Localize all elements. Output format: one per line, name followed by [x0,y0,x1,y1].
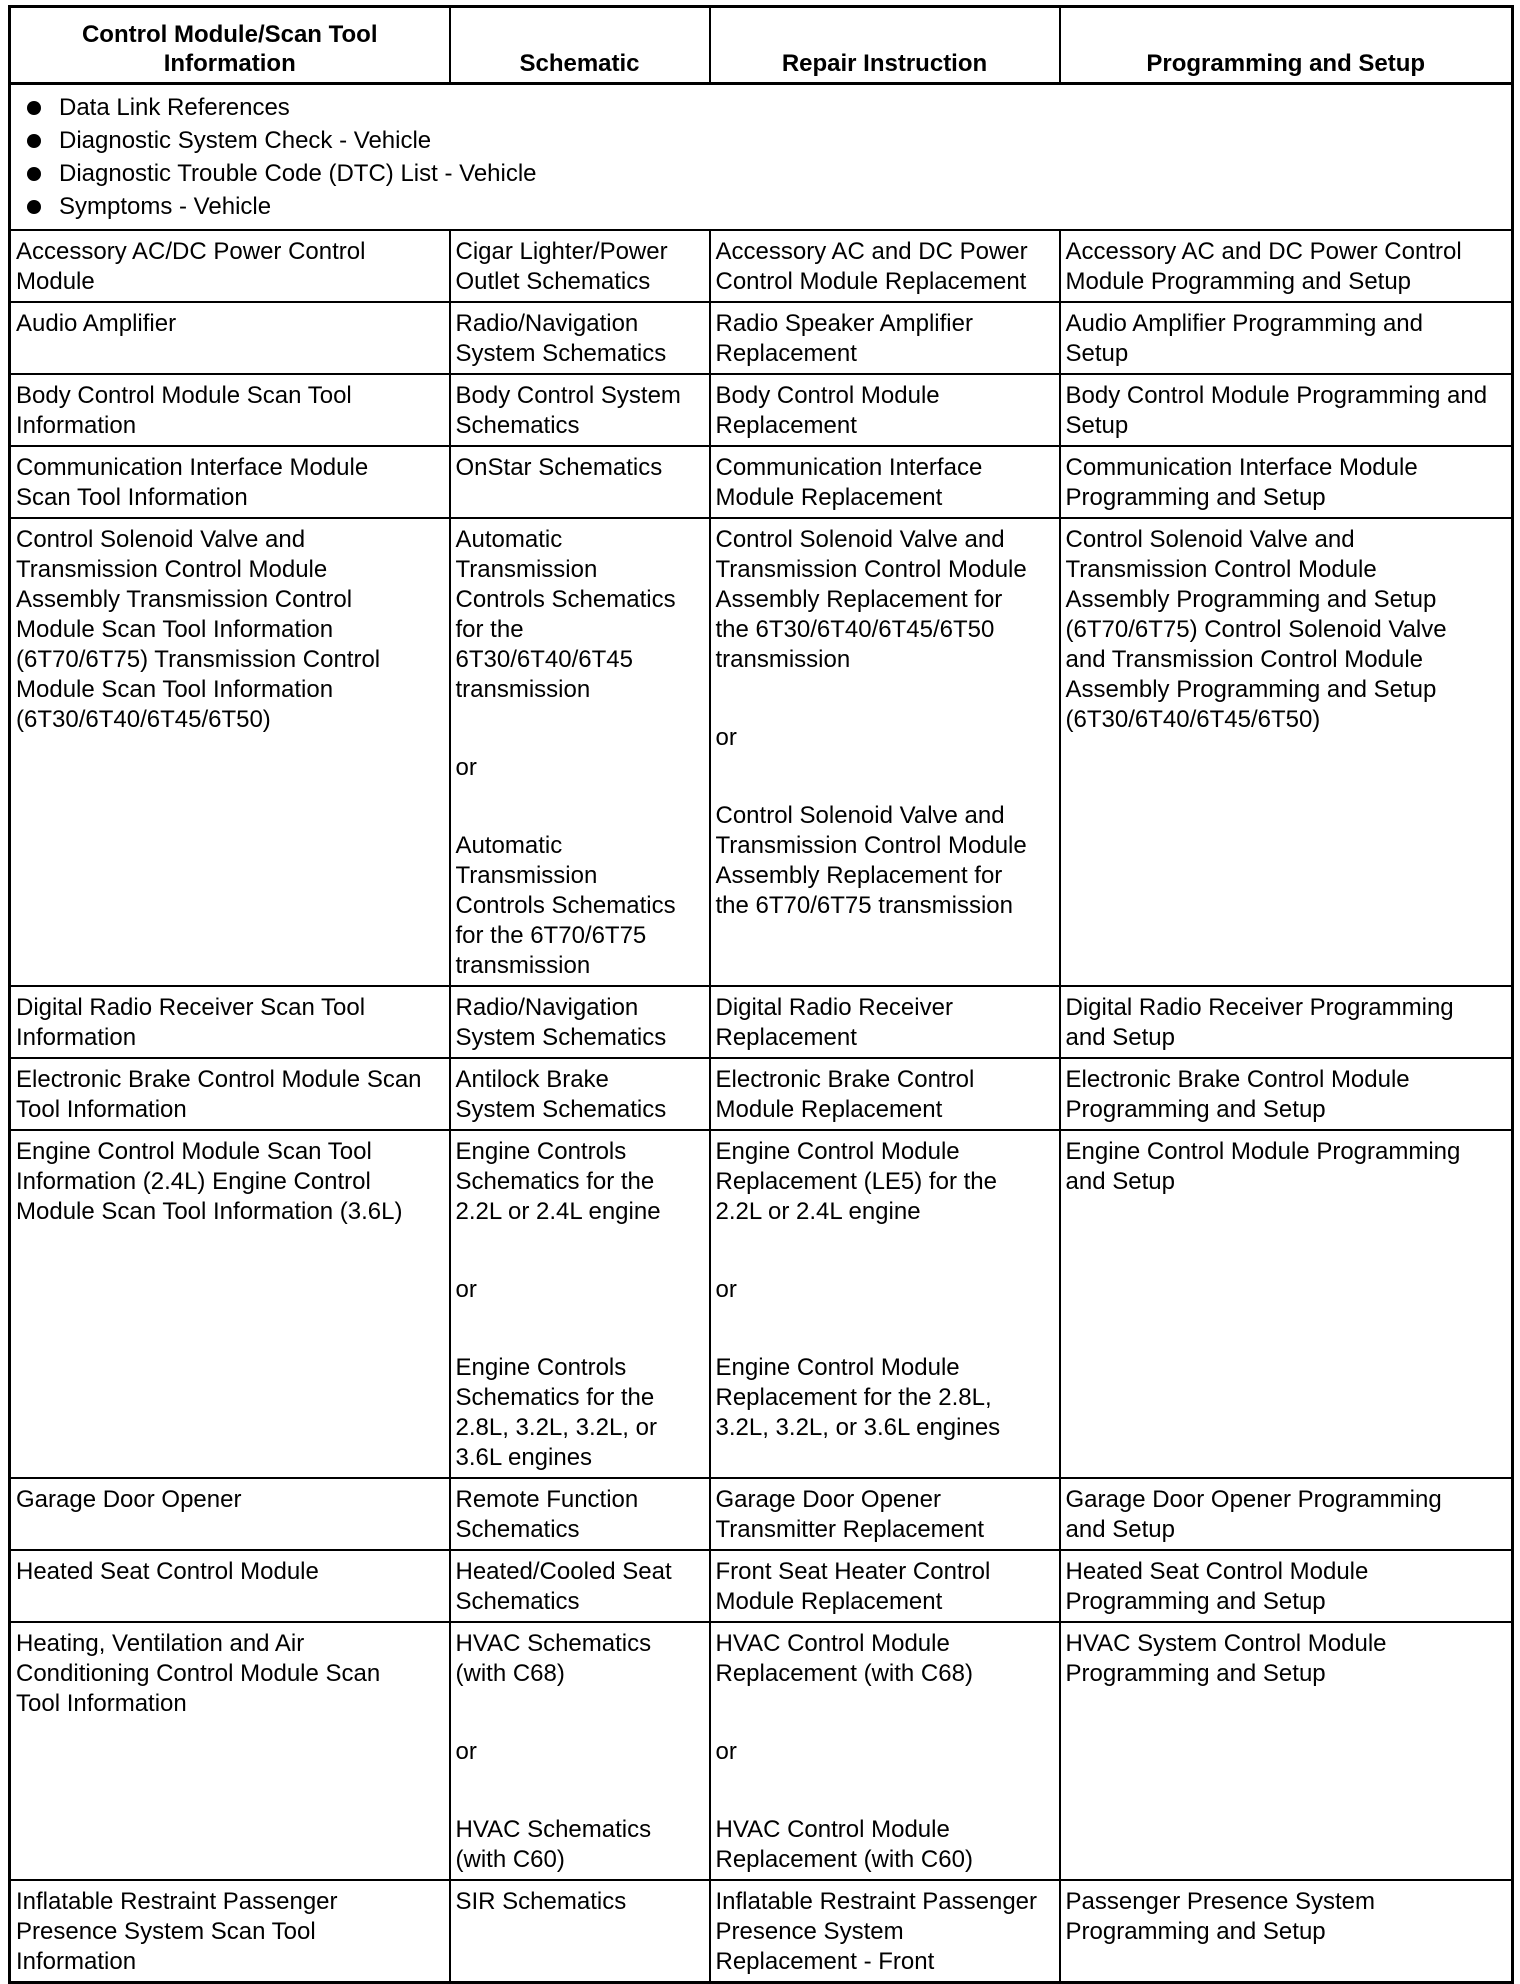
cell-repair[interactable]: Control Solenoid Valve and Transmission Control Module Assembly Replacement for the 6T30/6T40/6T45/6T50 transmission or Control Solenoid Valve and Transmission Control Module Assembly Replacement for the 6T70/6T75 transmission [710,518,1060,986]
cell-module[interactable]: Audio Amplifier [10,302,450,374]
cell-module[interactable]: Heating, Ventilation and Air Conditioning Control Module Scan Tool Information [10,1622,450,1880]
header-row [10,7,1513,84]
spacer [456,1791,705,1815]
list-item[interactable]: Symptoms - Vehicle [27,190,1511,223]
cell-repair[interactable]: Front Seat Heater Control Module Replacement [710,1550,1060,1622]
cell-repair[interactable]: HVAC Control Module Replacement (with C68) or HVAC Control Module Replacement (with C60) [710,1622,1060,1880]
bullet-icon [27,200,41,214]
table-row [10,446,1513,518]
reference-table [8,5,1514,1984]
spacer [456,729,705,753]
spacer [716,777,1055,801]
cell-schematic[interactable]: HVAC Schematics (with C68) or HVAC Schematics (with C60) [450,1622,710,1880]
cell-schematic[interactable]: Heated/Cooled Seat Schematics [450,1550,710,1622]
cell-module[interactable]: Control Solenoid Valve and Transmission Control Module Assembly Transmission Control Module Scan Tool Information (6T70/6T75) Transmission Control Module Scan Tool Information (6T30/6T40/6T45/6T50) [10,518,450,986]
header-programming: Programming and Setup [1060,7,1513,84]
cell-schematic[interactable]: Engine Controls Schematics for the 2.2L or 2.4L engine or Engine Controls Schematics for the 2.8L, 3.2L, 3.2L, or 3.6L engines [450,1130,710,1478]
spacer [456,1713,705,1737]
spacer [456,705,705,729]
spacer [716,753,1055,777]
cell-programming[interactable]: Garage Door Opener Programming and Setup [1060,1478,1513,1550]
spacer [716,699,1055,723]
cell-schematic[interactable]: Cigar Lighter/Power Outlet Schematics [450,230,710,302]
spacer [456,1329,705,1353]
cell-programming[interactable]: Electronic Brake Control Module Programming and Setup [1060,1058,1513,1130]
spacer [456,1251,705,1275]
bullet-icon [27,167,41,181]
cell-repair[interactable]: Accessory AC and DC Power Control Module Replacement [710,230,1060,302]
cell-repair[interactable]: Digital Radio Receiver Replacement [710,986,1060,1058]
cell-repair[interactable]: Body Control Module Replacement [710,374,1060,446]
list-item[interactable]: Diagnostic System Check - Vehicle [27,124,1511,157]
table-row [10,1622,1513,1880]
spacer [716,1251,1055,1275]
table-row [10,518,1513,986]
cell-module[interactable]: Garage Door Opener [10,1478,450,1550]
cell-repair[interactable]: Electronic Brake Control Module Replacement [710,1058,1060,1130]
cell-repair[interactable]: Garage Door Opener Transmitter Replacement [710,1478,1060,1550]
table-row [10,230,1513,302]
cell-module[interactable]: Body Control Module Scan Tool Information [10,374,450,446]
cell-programming[interactable]: Accessory AC and DC Power Control Module Programming and Setup [1060,230,1513,302]
cell-repair[interactable]: Engine Control Module Replacement (LE5) for the 2.2L or 2.4L engine or Engine Control Module Replacement for the 2.8L, 3.2L, 3.2L, or 3.6L engines [710,1130,1060,1478]
cell-module[interactable]: Inflatable Restraint Passenger Presence System Scan Tool Information [10,1880,450,1983]
bullet-icon [27,101,41,115]
table-row [10,1880,1513,1983]
general-links-row [10,84,1513,231]
table-row [10,1478,1513,1550]
cell-schematic[interactable]: SIR Schematics [450,1880,710,1983]
spacer [456,807,705,831]
spacer [716,1305,1055,1329]
cell-schematic[interactable]: Automatic Transmission Controls Schematics for the 6T30/6T40/6T45 transmission or Automatic Transmission Controls Schematics for the 6T70/6T75 transmission [450,518,710,986]
spacer [716,1767,1055,1791]
cell-repair[interactable]: Communication Interface Module Replacement [710,446,1060,518]
cell-repair[interactable]: Radio Speaker Amplifier Replacement [710,302,1060,374]
cell-module[interactable]: Communication Interface Module Scan Tool Information [10,446,450,518]
spacer [456,1689,705,1713]
cell-programming[interactable]: Body Control Module Programming and Setup [1060,374,1513,446]
table-row [10,986,1513,1058]
spacer [716,1329,1055,1353]
cell-schematic[interactable]: Radio/Navigation System Schematics [450,302,710,374]
list-item[interactable]: Diagnostic Trouble Code (DTC) List - Vehicle [27,157,1511,190]
cell-repair[interactable]: Inflatable Restraint Passenger Presence System Replacement - Front [710,1880,1060,1983]
cell-module[interactable]: Heated Seat Control Module [10,1550,450,1622]
spacer [456,1227,705,1251]
table-row [10,1550,1513,1622]
spacer [456,783,705,807]
spacer [716,1227,1055,1251]
spacer [456,1767,705,1791]
table-row [10,302,1513,374]
spacer [456,1305,705,1329]
table-row [10,1058,1513,1130]
cell-programming[interactable]: Communication Interface Module Programming and Setup [1060,446,1513,518]
general-links-list [11,85,1511,229]
cell-module[interactable]: Accessory AC/DC Power Control Module [10,230,450,302]
cell-schematic[interactable]: Antilock Brake System Schematics [450,1058,710,1130]
table-row [10,1130,1513,1478]
cell-module[interactable]: Electronic Brake Control Module Scan Tool Information [10,1058,450,1130]
table-row [10,374,1513,446]
cell-programming[interactable]: Control Solenoid Valve and Transmission Control Module Assembly Programming and Setup (6T70/6T75) Control Solenoid Valve and Transmission Control Module Assembly Programming and Setup (6T30/6T40/6T45/6T50) [1060,518,1513,986]
spacer [716,1713,1055,1737]
cell-schematic[interactable]: Body Control System Schematics [450,374,710,446]
cell-programming[interactable]: Engine Control Module Programming and Setup [1060,1130,1513,1478]
cell-schematic[interactable]: Radio/Navigation System Schematics [450,986,710,1058]
cell-programming[interactable]: HVAC System Control Module Programming and Setup [1060,1622,1513,1880]
bullet-icon [27,134,41,148]
cell-schematic[interactable]: Remote Function Schematics [450,1478,710,1550]
cell-programming[interactable]: Passenger Presence System Programming and Setup [1060,1880,1513,1983]
header-repair: Repair Instruction [710,7,1060,84]
spacer [716,675,1055,699]
cell-module[interactable]: Digital Radio Receiver Scan Tool Information [10,986,450,1058]
cell-programming[interactable]: Audio Amplifier Programming and Setup [1060,302,1513,374]
list-item[interactable]: Data Link References [27,91,1511,124]
spacer [716,1689,1055,1713]
cell-schematic[interactable]: OnStar Schematics [450,446,710,518]
spacer [716,1791,1055,1815]
cell-programming[interactable]: Heated Seat Control Module Programming and Setup [1060,1550,1513,1622]
document-page [8,5,1511,1984]
cell-programming[interactable]: Digital Radio Receiver Programming and Setup [1060,986,1513,1058]
header-schematic: Schematic [450,7,710,84]
header-module: Control Module/Scan Tool Information [10,7,450,84]
cell-module[interactable]: Engine Control Module Scan Tool Information (2.4L) Engine Control Module Scan Tool Information (3.6L) [10,1130,450,1478]
